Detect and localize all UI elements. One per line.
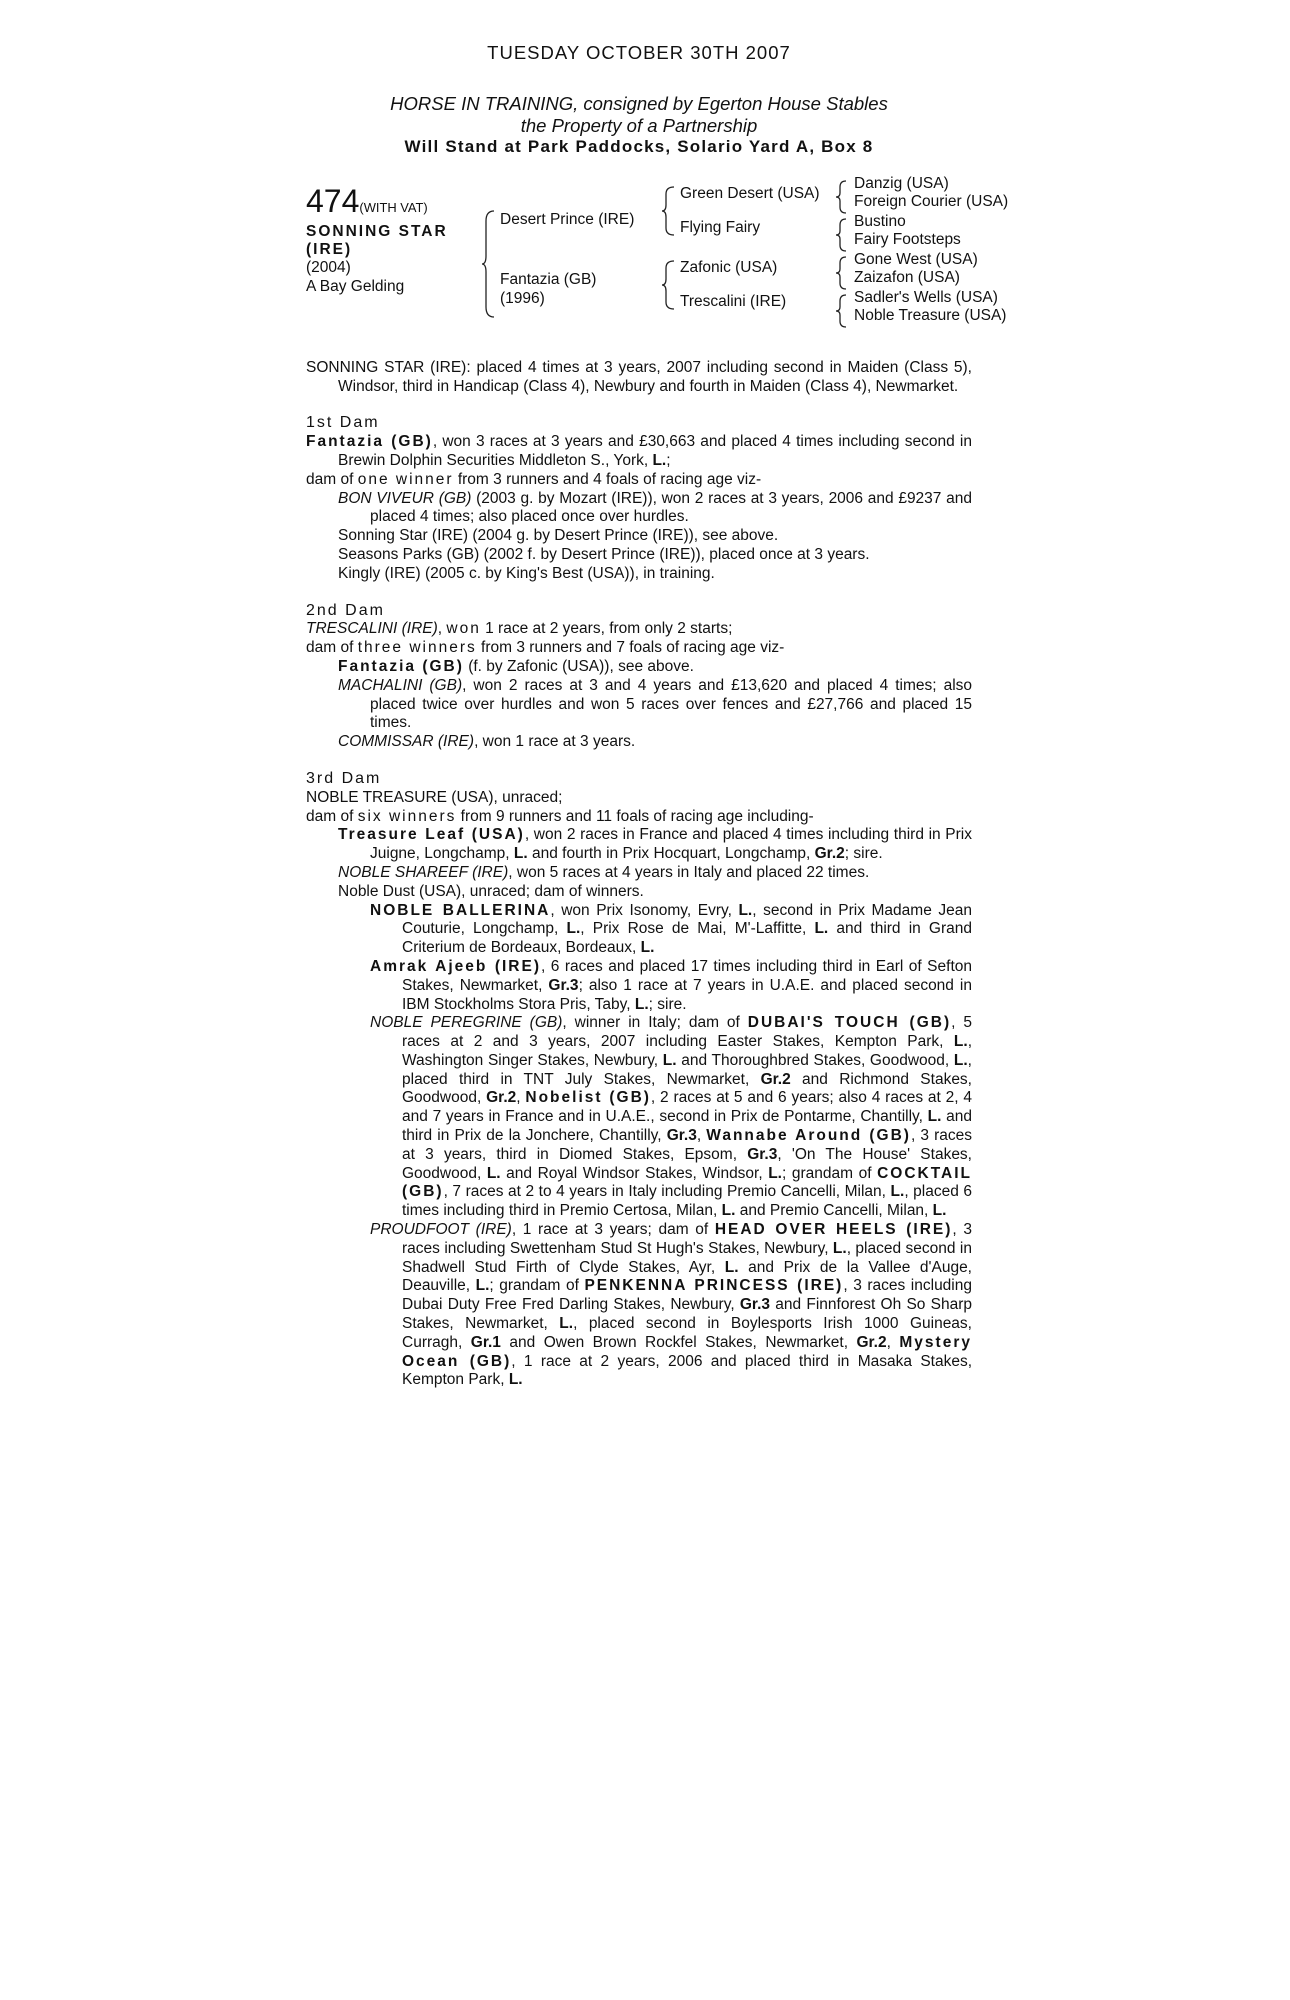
- ped-sire-sire: Green Desert (USA): [680, 184, 820, 202]
- ped-dss: Gone West (USA): [854, 250, 978, 268]
- first-dam-heading: 1st Dam: [306, 414, 380, 432]
- offspring-fantazia: Fantazia (GB) (f. by Zafonic (USA)), see above.: [338, 657, 694, 675]
- pedigree-brace-6: [836, 255, 848, 291]
- offspring-noble-dust: Noble Dust (USA), unraced; dam of winners.: [338, 882, 644, 900]
- third-dam-heading: 3rd Dam: [306, 769, 382, 787]
- grand-offspring-noble-ballerina: NOBLE BALLERINA, won Prix Isonomy, Evry, L., second in Prix Madame Jean Couturie, Longchamp, L., Prix Rose de Mai, M'-Laffitte, L. and third in Grand Criterium de Bordeaux, Bordeaux, L.: [370, 901, 972, 957]
- ped-dds: Sadler's Wells (USA): [854, 288, 998, 306]
- grand-offspring-noble-peregrine: NOBLE PEREGRINE (GB), winner in Italy; dam of DUBAI'S TOUCH (GB), 5 races at 2 and 3 years, 2007 including Easter Stakes, Kempton Park, L., Washington Singer Stakes, Newbury, L. and Thoroughbred Stakes, Goodwood, L., placed third in TNT July Stakes, Newmarket, Gr.2 and Richmond Stakes, Goodwood, Gr.2, Nobelist (GB), 2 races at 5 and 6 years; also 4 races at 2, 4 and 7 years in France and in U.A.E., second in Prix de Pontarme, Chantilly, L. and third in Prix de la Jonchere, Chantilly, Gr.3, Wannabe Around (GB), 3 races at 3 years, third in Diomed Stakes, Epsom, Gr.3, 'On The House' Stakes, Goodwood, L. and Royal Windsor Stakes, Windsor, L.; grandam of COCKTAIL (GB), 7 races at 2 to 4 years in Italy including Premio Cancelli, Milan, L., placed 6 times including third in Premio Certosa, Milan, L. and Premio Cancelli, Milan, L.: [370, 1014, 972, 1220]
- ped-sss: Danzig (USA): [854, 174, 949, 192]
- first-dam-produce: dam of one winner from 3 runners and 4 foals of racing age viz-: [306, 470, 762, 488]
- second-dam-record: TRESCALINI (IRE), won 1 race at 2 years, from only 2 starts;: [306, 620, 733, 638]
- third-dam-produce: dam of six winners from 9 runners and 11 foals of racing age including-: [306, 807, 814, 825]
- stabling-line: Will Stand at Park Paddocks, Solario Yard A, Box 8: [404, 136, 874, 156]
- offspring-commissar: COMMISSAR (IRE), won 1 race at 3 years.: [338, 733, 636, 751]
- ped-sire-dam: Flying Fairy: [680, 218, 761, 236]
- ped-dam-year: (1996): [500, 289, 545, 307]
- pedigree-brace-5: [836, 217, 848, 253]
- horse-name: SONNING STAR: [306, 222, 448, 240]
- pedigree-brace-4: [836, 179, 848, 215]
- ped-sds: Bustino: [854, 212, 906, 230]
- pedigree-brace-3: [662, 259, 676, 311]
- pedigree-table: [306, 174, 1009, 341]
- ped-dam: Fantazia (GB): [500, 270, 597, 288]
- ped-sire: Desert Prince (IRE): [500, 210, 635, 228]
- horse-description: A Bay Gelding: [306, 277, 405, 295]
- first-dam-section: [306, 414, 972, 583]
- property-line: the Property of a Partnership: [520, 114, 758, 136]
- grand-offspring-proudfoot: PROUDFOOT (IRE), 1 race at 3 years; dam of HEAD OVER HEELS (IRE), 3 races including Swettenham Stud St Hugh's Stakes, Newbury, L., placed second in Shadwell Stud Firth of Clyde Stakes, Ayr, L. and Prix de la Vallee d'Auge, Deauville, L.; grandam of PENKENNA PRINCESS (IRE), 3 races including Dubai Duty Free Fred Darling Stakes, Newbury, Gr.3 and Finnforest Oh So Sharp Stakes, Newmarket, L., placed second in Boylesports Irish 1000 Guineas, Curragh, Gr.1 and Owen Brown Rockfel Stakes, Newmarket, Gr.2, Mystery Ocean (GB), 1 race at 2 years, 2006 and placed third in Masaka Stakes, Kempton Park, L.: [370, 1221, 973, 1389]
- offspring-seasons-parks: Seasons Parks (GB) (2002 f. by Desert Prince (IRE)), placed once at 3 years.: [338, 545, 870, 563]
- horse-year: (2004): [306, 258, 351, 276]
- ped-ddd: Noble Treasure (USA): [854, 306, 1007, 324]
- offspring-sonning-star: Sonning Star (IRE) (2004 g. by Desert Prince (IRE)), see above.: [338, 527, 779, 545]
- pedigree-brace-1: [482, 209, 496, 319]
- horse-summary: SONNING STAR (IRE): placed 4 times at 3 years, 2007 including second in Maiden (Class 5), Windsor, third in Handicap (Class 4), Newbury and fourth in Maiden (Class 4), Newmarket.: [306, 358, 972, 395]
- lot-number: 474: [306, 182, 360, 219]
- third-dam-record: NOBLE TREASURE (USA), unraced;: [306, 788, 563, 806]
- ped-dam-sire: Zafonic (USA): [680, 258, 778, 276]
- pedigree-brace-2: [662, 185, 676, 237]
- offspring-noble-shareef: NOBLE SHAREEF (IRE), won 5 races at 4 years in Italy and placed 22 times.: [338, 863, 870, 881]
- offspring-treasure-leaf: Treasure Leaf (USA), won 2 races in France and placed 4 times including third in Prix Juigne, Longchamp, L. and fourth in Prix Hocquart, Longchamp, Gr.2; sire.: [338, 826, 972, 863]
- first-dam-record: Fantazia (GB), won 3 races at 3 years and £30,663 and placed 4 times including second in Brewin Dolphin Securities Middleton S., York, L.;: [306, 433, 972, 469]
- horse-country: (IRE): [306, 240, 353, 258]
- offspring-bon-viveur: BON VIVEUR (GB) (2003 g. by Mozart (IRE)), won 2 races at 3 years, 2006 and £9237 and placed 4 times; also placed once over hurdles.: [338, 489, 972, 526]
- second-dam-heading: 2nd Dam: [306, 601, 385, 619]
- ped-sdd: Fairy Footsteps: [854, 230, 961, 248]
- ped-dam-dam: Trescalini (IRE): [680, 292, 787, 310]
- second-dam-section: [306, 602, 972, 752]
- catalogue-page: [306, 42, 1009, 1390]
- sale-date: TUESDAY OCTOBER 30TH 2007: [487, 42, 791, 63]
- ped-ssd: Foreign Courier (USA): [854, 192, 1009, 210]
- lot-number-block: [306, 183, 428, 219]
- second-dam-produce: dam of three winners from 3 runners and 7 foals of racing age viz-: [306, 639, 785, 657]
- third-dam-section: [306, 770, 972, 1390]
- consignor-line: HORSE IN TRAINING, consigned by Egerton House Stables: [390, 92, 888, 114]
- grand-offspring-amrak-ajeeb: Amrak Ajeeb (IRE), 6 races and placed 17 times including third in Earl of Sefton Stakes, Newmarket, Gr.3; also 1 race at 7 years in U.A.E. and placed second in IBM Stockholms Stora Pris, Taby, L.; sire.: [370, 957, 972, 1013]
- offspring-machalini: MACHALINI (GB), won 2 races at 3 and 4 years and £13,620 and placed 4 times; also placed twice over hurdles and won 5 races over fences and £27,766 and placed 15 times.: [338, 676, 973, 732]
- offspring-kingly: Kingly (IRE) (2005 c. by King's Best (USA)), in training.: [338, 564, 715, 582]
- pedigree-brace-7: [836, 293, 848, 329]
- ped-dsd: Zaizafon (USA): [854, 268, 960, 286]
- vat-note: (WITH VAT): [359, 199, 428, 215]
